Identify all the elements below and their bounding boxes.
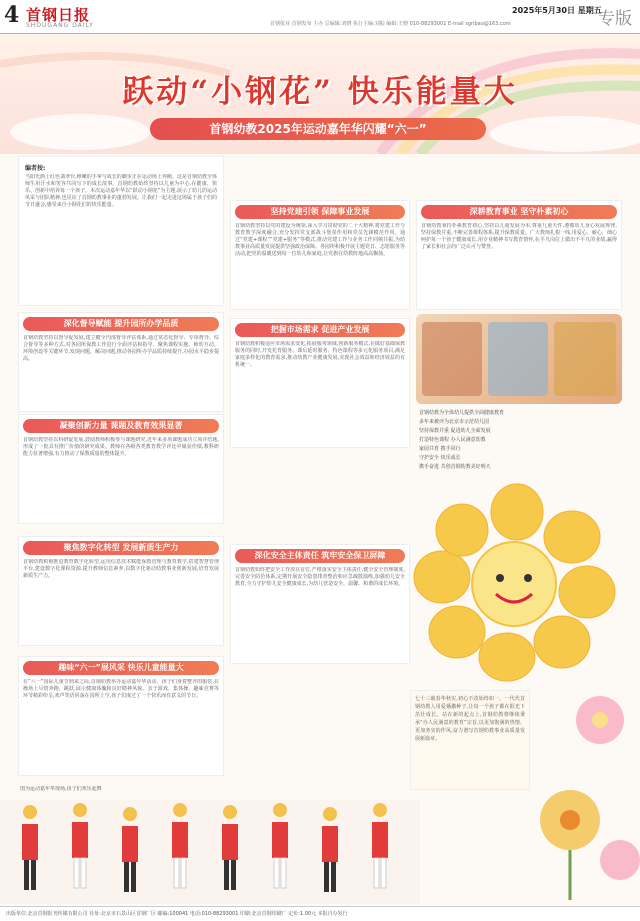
section-education-text: 首钢幼教秉持朴素教育初心,坚持以儿童发展为本,尊重儿童天性,遵循幼儿身心发展规律,坚持保教并重,不断完善课程体系,提升保教质量。广大教师扎根一线,用爱心、耐心、细心呵护每一个孩子健康成长,用专业精神书写教育情怀,在平凡岗位上做出不平凡的业绩,赢得了家长和社会的广泛认可与赞誉。 xyxy=(421,223,617,250)
section-label: 专版 xyxy=(598,9,632,29)
bullet-item: 家园共育 携手同行 xyxy=(419,446,461,452)
section-supervision xyxy=(18,312,224,412)
section-supervision-title: 深化督导赋能 提升园所办学品质 xyxy=(23,317,219,331)
bullet-item: 打造特色课程 办人民满意幼教 xyxy=(419,437,486,443)
section-party-text: 首钢幼教坚持以党的建设为统领,深入学习贯彻党的二十大精神,将党建工作与教育教学深度融合,充分发挥党支部战斗堡垒作用和党员先锋模范作用。通过“党建+课程”“党建+服务”等模式,推动党建工作与业务工作同频共振,为幼教事业高质量发展提供坚强政治保障。各园所积极开展主题党日、志愿服务等活动,把党的温暖送到每一位幼儿和家庭,让党旗在幼教阵地高高飘扬。 xyxy=(235,223,405,257)
bullet-item: 坚持保教并重 促进幼儿全面发展 xyxy=(419,428,491,434)
newspaper-logo: 首钢日报 xyxy=(26,6,91,24)
section-market-text: 首钢幼教积极适应市场需求变化,拓展服务领域,创新服务模式,在做好基础保教服务的同时,开发托育服务、课后延时服务、特色课程等多元化服务项目,满足家庭多样化的教育需求,推动幼教产业健康发展,实现社会效益和经济效益的有机统一。 xyxy=(235,341,405,368)
page-subtitle: 首钢幼教2025年运动嘉年华闪耀“六一” xyxy=(150,118,486,140)
closing-poem xyxy=(410,690,530,790)
flower-photo-collage xyxy=(412,482,622,682)
editor-note-text: 当阳光洒上红色翡翠台,稚嫩的手掌与成长的脚步正在运动场上奔跑。这是首钢幼教全体师生用汗水和笑容共同写下的成长故事。首钢幼教始终坚持以儿童为中心,在健康、快乐、创新中培养每一个孩子。本次运动嘉年华以“跃动小钢花”为主题,展示了幼儿的运动风采与团队精神,也见证了首钢幼教事业的蓬勃发展。让我们一起走进这场属于孩子们的节日盛会,感受来自小钢花们的快乐能量。 xyxy=(25,174,217,208)
section-education-title: 深耕教育事业 坚守朴素初心 xyxy=(421,205,617,219)
photo-caption-text: 图为运动嘉年华现场,孩子们欢乐起舞 xyxy=(20,786,102,792)
section-digital-text: 首钢幼教积极推进教育数字化转型,运用信息技术赋能保教管理与教育教学,搭建智慧管理平台,建设数字化课程资源,提升教师信息素养,以数字化驱动幼教事业创新发展,培育发展新质生产力。 xyxy=(23,559,219,579)
section-digital xyxy=(18,536,224,646)
bullet-item: 多年来被评为北京市示范幼儿园 xyxy=(419,419,490,425)
section-safety xyxy=(230,544,410,664)
bullet-item: 守护安全 快乐成长 xyxy=(419,455,461,461)
flower-decoration xyxy=(530,680,640,900)
section-education xyxy=(416,200,622,310)
masthead xyxy=(0,0,640,34)
issue-date: 2025年5月30日 星期五 xyxy=(512,6,602,15)
section-childrens-day xyxy=(18,656,224,776)
photo-kids-dancing xyxy=(0,800,420,904)
section-innovation-title: 凝聚创新力量 课题及教育效果显著 xyxy=(23,419,219,433)
page-footer: 出版单位:北京首钢报刊传媒有限公司 社址:北京市石景山区首钢厂区 邮编:100041 电话:010-88293001 印刷:北京首钢印刷厂 定价:1.00元 本报自办发行 xyxy=(0,906,640,921)
section-safety-text: 首钢幼教始终把安全工作放在首位,严格落实安全主体责任,健全安全管理制度,完善安全防范体系,定期开展安全隐患排查整治和应急疏散演练,加强幼儿安全教育,全力守护幼儿安全健康成长,为幼儿营造安全、温馨、和谐的成长环境。 xyxy=(235,567,405,587)
page-title: 跃动“小钢花” 快乐能量大 xyxy=(122,74,518,110)
section-safety-title: 深化安全主体责任 筑牢安全保卫屏障 xyxy=(235,549,405,563)
section-supervision-text: 首钢幼教坚持以督导促发展,建立健全内部督导评估体系,通过常态化督导、专项督导、综合督导等多种方式,对各园所保教工作进行全面评估和指导。聚焦课程实施、师幼互动、环境创设等关键环节,发现问题、解决问题,推动各园所办学品质持续提升,办园水平稳步提高。 xyxy=(23,335,219,362)
editor-note-label: 编者按: xyxy=(25,165,46,172)
section-digital-title: 聚焦数字化转型 发展新质生产力 xyxy=(23,541,219,555)
bullet-item: 首钢幼教为全体幼儿提供全面健康教育 xyxy=(419,410,505,416)
masthead-info: 首钢报业 首钢发布 主办 总编辑:刘晓 执行主编:刘振 编辑:王晓 010-88293001 E-mail sgribao@163.com xyxy=(270,21,511,27)
section-party xyxy=(230,200,410,310)
section-innovation xyxy=(18,414,224,524)
section-innovation-text: 首钢幼教坚持以科研促发展,鼓励教师积极参与课题研究,近年来多项课题成功立项并结题,形成了一批具有推广价值的研究成果。教师在各级各类教育教学评比中屡获佳绩,教科研能力显著增强,有力推动了保教质量的整体提升。 xyxy=(23,437,219,457)
bullet-item: 携手奋进 共创首钢幼教美好明天 xyxy=(419,464,491,470)
section-childrens-day-title: 趣味“六一”展风采 快乐儿童能量大 xyxy=(23,661,219,675)
section-market-title: 把握市场需求 促进产业发展 xyxy=(235,323,405,337)
photo-activity-1 xyxy=(416,314,622,404)
editor-note xyxy=(18,156,224,306)
section-childrens-day-text: 在“六一”国际儿童节到来之际,首钢幼教举办运动嘉年华活动。孩子们身着整齐的服装,在操场上尽情奔跑、跳跃,展示健康体魄和良好精神风貌。亲子游戏、集体操、趣味竞赛等环节精彩纷呈,欢声笑语回荡在园所上空,孩子们度过了一个快乐而有意义的节日。 xyxy=(23,679,219,699)
section-market xyxy=(230,318,410,448)
page-number: 4 xyxy=(4,2,20,28)
newspaper-logo-sub: SHOUGANG DAILY xyxy=(26,22,94,29)
bullet-list xyxy=(416,406,622,480)
closing-poem-text: 七十三载春华秋实,初心不改始终如一。一代代首钢幼教人用爱播撒种子,让每一个孩子都在阳光下茁壮成长。站在新的起点上,首钢幼教将继续秉承“办人民满意的教育”宗旨,以更加饱满的热情、更加务实的作风,奋力谱写首钢幼教事业高质量发展新篇章。 xyxy=(415,696,525,742)
section-party-title: 坚持党建引领 保障事业发展 xyxy=(235,205,405,219)
